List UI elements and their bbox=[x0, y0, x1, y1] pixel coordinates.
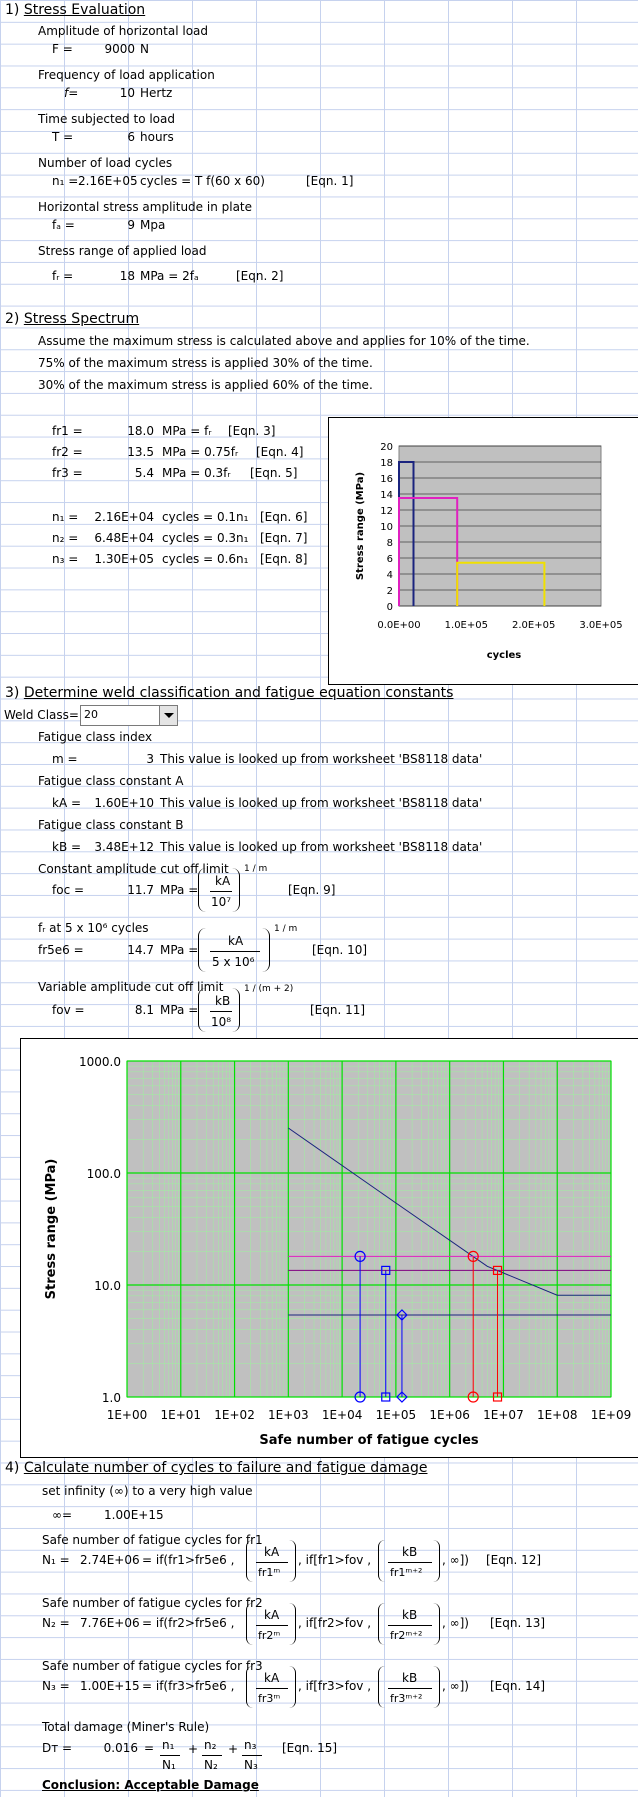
weld-class-value: 20 bbox=[84, 708, 98, 721]
x-tick-label: 1E+04 bbox=[321, 1408, 363, 1422]
eqn-9: [Eqn. 9] bbox=[288, 883, 336, 897]
chart2-xlabel: Safe number of fatigue cycles bbox=[259, 1433, 479, 1448]
section-4-heading: 4) Calculate number of cycles to failure and fatigue damage bbox=[5, 1460, 428, 1476]
x-tick-label: 2.0E+05 bbox=[512, 620, 556, 631]
stress-range-label: Stress range of applied load bbox=[38, 244, 207, 258]
N2-symbol: N₂ = bbox=[42, 1616, 70, 1630]
fov-exponent: 1 / (m + 2) bbox=[244, 984, 294, 994]
x-tick-label: 1E+06 bbox=[429, 1408, 470, 1422]
f-value: 10 bbox=[119, 86, 135, 100]
kB-note: This value is looked up from worksheet 'BS8118 data' bbox=[160, 840, 483, 854]
sn-curve-svg bbox=[21, 1039, 638, 1457]
eqn-2: [Eqn. 2] bbox=[236, 269, 284, 283]
frequency-label: Frequency of load application bbox=[38, 68, 215, 82]
N3-frac-B: kB fr3ᵐ⁺² bbox=[378, 1666, 440, 1710]
n2-value: 6.48E+04 bbox=[94, 531, 154, 545]
foc-exponent: 1 / m bbox=[244, 864, 268, 874]
sn-curve-chart bbox=[20, 1038, 638, 1458]
foc-fraction: kA 10⁷ bbox=[198, 868, 240, 914]
amplitude-label: Amplitude of horizontal load bbox=[38, 24, 209, 38]
N1-value: 2.74E+06 bbox=[80, 1553, 140, 1567]
N2-frac-A: kA fr2ᵐ bbox=[246, 1603, 296, 1647]
section-1-heading: 1) Stress Evaluation bbox=[5, 2, 146, 18]
fr1-value: 18.0 bbox=[127, 424, 154, 438]
weld-class-label: Weld Class= bbox=[4, 708, 79, 722]
y-tick-label: 4 bbox=[386, 570, 393, 581]
spectrum-line-1: Assume the maximum stress is calculated above and applies for 10% of the time. bbox=[38, 334, 530, 348]
fr3-symbol: fr3 = bbox=[52, 466, 83, 480]
infinity-value: 1.00E+15 bbox=[104, 1508, 164, 1522]
fr2-value: 13.5 bbox=[127, 445, 154, 459]
kA-note: This value is looked up from worksheet 'BS8118 data' bbox=[160, 796, 483, 810]
eqn-10: [Eqn. 10] bbox=[312, 943, 368, 957]
eqn-1: [Eqn. 1] bbox=[306, 174, 354, 188]
fr2-formula: MPa = 0.75fᵣ bbox=[162, 445, 239, 459]
sn-plot-area bbox=[127, 1061, 611, 1397]
N1-frac-B: kB fr1ᵐ⁺² bbox=[378, 1540, 440, 1584]
infinity-label: set infinity (∞) to a very high value bbox=[42, 1484, 253, 1498]
fov-mpa: MPa = bbox=[160, 1003, 199, 1017]
kB-symbol: kB = bbox=[52, 840, 82, 854]
y-tick-label: 16 bbox=[380, 474, 393, 485]
y-tick-label: 14 bbox=[380, 490, 393, 501]
m-symbol: m = bbox=[52, 752, 78, 766]
eqn-15: [Eqn. 15] bbox=[282, 1741, 338, 1755]
N1-frac-A: kA fr1ᵐ bbox=[246, 1540, 296, 1584]
eqn-3: [Eqn. 3] bbox=[228, 424, 276, 438]
eqn-13: [Eqn. 13] bbox=[490, 1616, 546, 1630]
fr1-symbol: fr1 = bbox=[52, 424, 83, 438]
x-tick-label: 1E+02 bbox=[214, 1408, 255, 1422]
y-tick-label: 6 bbox=[386, 554, 393, 565]
miner-sum: n₁ N₁ + n₂ N₂ + n₃ N₃ bbox=[158, 1738, 268, 1776]
n1-formula-spectrum: cycles = 0.1n₁ bbox=[162, 510, 249, 524]
n2-symbol: n₂ = bbox=[52, 531, 79, 545]
n2-formula: cycles = 0.3n₁ bbox=[162, 531, 249, 545]
N3-if-c: , ∞]) bbox=[442, 1679, 469, 1693]
fr5e6-fraction: kA 5 x 10⁶ bbox=[198, 928, 270, 974]
fr5e6-value: 14.7 bbox=[127, 943, 154, 957]
eqn-5: [Eqn. 5] bbox=[250, 466, 298, 480]
eqn-12: [Eqn. 12] bbox=[486, 1553, 542, 1567]
foc-label: Constant amplitude cut off limit bbox=[38, 862, 229, 876]
x-tick-label: 1E+07 bbox=[483, 1408, 524, 1422]
fr5e6-exponent: 1 / m bbox=[274, 924, 298, 934]
x-tick-label: 3.0E+05 bbox=[579, 620, 623, 631]
infinity-symbol: ∞= bbox=[52, 1508, 73, 1522]
fa-symbol: fₐ = bbox=[52, 218, 75, 232]
n3-value: 1.30E+05 bbox=[94, 552, 154, 566]
m-label: Fatigue class index bbox=[38, 730, 153, 744]
spectrum-line-3: 30% of the maximum stress is applied 60% of the time. bbox=[38, 378, 373, 392]
n1-symbol-spectrum: n₁ = bbox=[52, 510, 79, 524]
y-tick-label: 100.0 bbox=[86, 1167, 121, 1181]
y-tick-label: 20 bbox=[380, 442, 393, 453]
y-tick-label: 10 bbox=[380, 522, 393, 533]
fov-symbol: fov = bbox=[52, 1003, 85, 1017]
foc-symbol: foc = bbox=[52, 883, 85, 897]
fr1-formula: MPa = fᵣ bbox=[162, 424, 212, 438]
section-2-heading: 2) Stress Spectrum bbox=[5, 311, 140, 327]
fr-symbol: fᵣ = bbox=[52, 269, 74, 283]
x-tick-label: 1E+00 bbox=[106, 1408, 148, 1422]
eqn-4: [Eqn. 4] bbox=[256, 445, 304, 459]
fov-label: Variable amplitude cut off limit bbox=[38, 980, 224, 994]
T-symbol: T = bbox=[52, 130, 74, 144]
y-tick-label: 0 bbox=[386, 602, 393, 613]
N3-frac-A: kA fr3ᵐ bbox=[246, 1666, 296, 1710]
N3-if-a: = if(fr3>fr5e6 , bbox=[142, 1679, 235, 1693]
x-tick-label: 1E+01 bbox=[160, 1408, 202, 1422]
fr3-formula: MPa = 0.3fᵣ bbox=[162, 466, 231, 480]
fa-unit: Mpa bbox=[140, 218, 166, 232]
y-tick-label: 2 bbox=[386, 586, 393, 597]
fr2-symbol: fr2 = bbox=[52, 445, 83, 459]
y-tick-label: 1000.0 bbox=[79, 1055, 121, 1069]
chart1-xlabel: cycles bbox=[486, 650, 522, 661]
N3-value: 1.00E+15 bbox=[80, 1679, 140, 1693]
fr-formula: MPa = 2fₐ bbox=[140, 269, 199, 283]
y-tick-label: 1.0 bbox=[101, 1391, 121, 1405]
m-value: 3 bbox=[146, 752, 154, 766]
m-note: This value is looked up from worksheet 'BS8118 data' bbox=[160, 752, 483, 766]
F-symbol: F = bbox=[52, 42, 73, 56]
kB-label: Fatigue class constant B bbox=[38, 818, 184, 832]
fr5e6-symbol: fr5e6 = bbox=[38, 943, 84, 957]
N2-if-a: = if(fr2>fr5e6 , bbox=[142, 1616, 235, 1630]
N1-if-c: , ∞]) bbox=[442, 1553, 469, 1567]
chart2-ylabel: Stress range (MPa) bbox=[44, 1158, 59, 1300]
f-unit: Hertz bbox=[140, 86, 173, 100]
fr-value: 18 bbox=[119, 269, 135, 283]
n3-symbol: n₃ = bbox=[52, 552, 79, 566]
kA-label: Fatigue class constant A bbox=[38, 774, 184, 788]
y-tick-label: 18 bbox=[380, 458, 393, 469]
N2-value: 7.76E+06 bbox=[80, 1616, 140, 1630]
x-tick-label: 1E+08 bbox=[536, 1408, 578, 1422]
conclusion: Conclusion: Acceptable Damage bbox=[42, 1778, 259, 1792]
N2-frac-B: kB fr2ᵐ⁺² bbox=[378, 1603, 440, 1647]
x-tick-label: 1E+05 bbox=[375, 1408, 417, 1422]
fov-value: 8.1 bbox=[134, 1003, 154, 1017]
N2-if-b: , if[fr2>fov , bbox=[298, 1616, 372, 1630]
x-tick-label: 1.0E+05 bbox=[444, 620, 488, 631]
y-tick-label: 10.0 bbox=[94, 1279, 121, 1293]
chevron-down-icon bbox=[164, 713, 174, 718]
N1-if-b: , if[fr1>fov , bbox=[298, 1553, 372, 1567]
fr5e6-mpa: MPa = bbox=[160, 943, 199, 957]
section-3-heading: 3) Determine weld classification and fatigue equation constants bbox=[5, 685, 454, 701]
stress-amplitude-label: Horizontal stress amplitude in plate bbox=[38, 200, 253, 214]
stress-spectrum-chart bbox=[328, 417, 638, 685]
N1-label: Safe number of fatigue cycles for fr1 bbox=[42, 1533, 263, 1547]
fa-value: 9 bbox=[127, 218, 135, 232]
fr5e6-label: fᵣ at 5 x 10⁶ cycles bbox=[38, 921, 149, 935]
f-symbol: f= bbox=[64, 86, 79, 100]
time-label: Time subjected to load bbox=[38, 112, 175, 126]
spectrum-line-2: 75% of the maximum stress is applied 30% of the time. bbox=[38, 356, 373, 370]
N1-symbol: N₁ = bbox=[42, 1553, 70, 1567]
N3-symbol: N₃ = bbox=[42, 1679, 70, 1693]
N2-label: Safe number of fatigue cycles for fr2 bbox=[42, 1596, 263, 1610]
damage-label: Total damage (Miner's Rule) bbox=[42, 1720, 210, 1734]
stress-spectrum-svg bbox=[329, 418, 638, 684]
DT-value: 0.016 bbox=[103, 1741, 138, 1755]
N3-if-b: , if[fr3>fov , bbox=[298, 1679, 372, 1693]
ncycles-label: Number of load cycles bbox=[38, 156, 173, 170]
dropdown-button[interactable] bbox=[159, 706, 177, 725]
eqn-14: [Eqn. 14] bbox=[490, 1679, 546, 1693]
fov-fraction: kB 10⁸ bbox=[198, 988, 240, 1034]
x-tick-label: 1E+09 bbox=[590, 1408, 632, 1422]
n1-value-spectrum: 2.16E+04 bbox=[94, 510, 154, 524]
DT-symbol: Dᴛ = bbox=[42, 1741, 73, 1755]
eqn-7: [Eqn. 7] bbox=[260, 531, 308, 545]
foc-mpa: MPa = bbox=[160, 883, 199, 897]
chart1-ylabel: Stress range (MPa) bbox=[355, 471, 366, 581]
N1-if-a: = if(fr1>fr5e6 , bbox=[142, 1553, 235, 1567]
T-unit: hours bbox=[140, 130, 174, 144]
n1-symbol: n₁ = bbox=[52, 174, 79, 188]
eqn-8: [Eqn. 8] bbox=[260, 552, 308, 566]
fr3-value: 5.4 bbox=[134, 466, 154, 480]
y-tick-label: 12 bbox=[380, 506, 393, 517]
x-tick-label: 1E+03 bbox=[268, 1408, 309, 1422]
F-unit: N bbox=[140, 42, 149, 56]
kA-value: 1.60E+10 bbox=[94, 796, 154, 810]
kB-value: 3.48E+12 bbox=[94, 840, 154, 854]
n1-formula: cycles = T f(60 x 60) bbox=[140, 174, 265, 188]
N2-if-c: , ∞]) bbox=[442, 1616, 469, 1630]
weld-class-select[interactable] bbox=[80, 705, 178, 726]
T-value: 6 bbox=[127, 130, 135, 144]
n1-value: 2.16E+05 bbox=[78, 174, 138, 188]
x-tick-label: 0.0E+00 bbox=[377, 620, 421, 631]
eqn-6: [Eqn. 6] bbox=[260, 510, 308, 524]
kA-symbol: kA = bbox=[52, 796, 82, 810]
DT-eq: = bbox=[144, 1741, 155, 1755]
eqn-11: [Eqn. 11] bbox=[310, 1003, 366, 1017]
foc-value: 11.7 bbox=[127, 883, 154, 897]
N3-label: Safe number of fatigue cycles for fr3 bbox=[42, 1659, 263, 1673]
n3-formula: cycles = 0.6n₁ bbox=[162, 552, 249, 566]
F-value: 9000 bbox=[104, 42, 135, 56]
y-tick-label: 8 bbox=[386, 538, 393, 549]
